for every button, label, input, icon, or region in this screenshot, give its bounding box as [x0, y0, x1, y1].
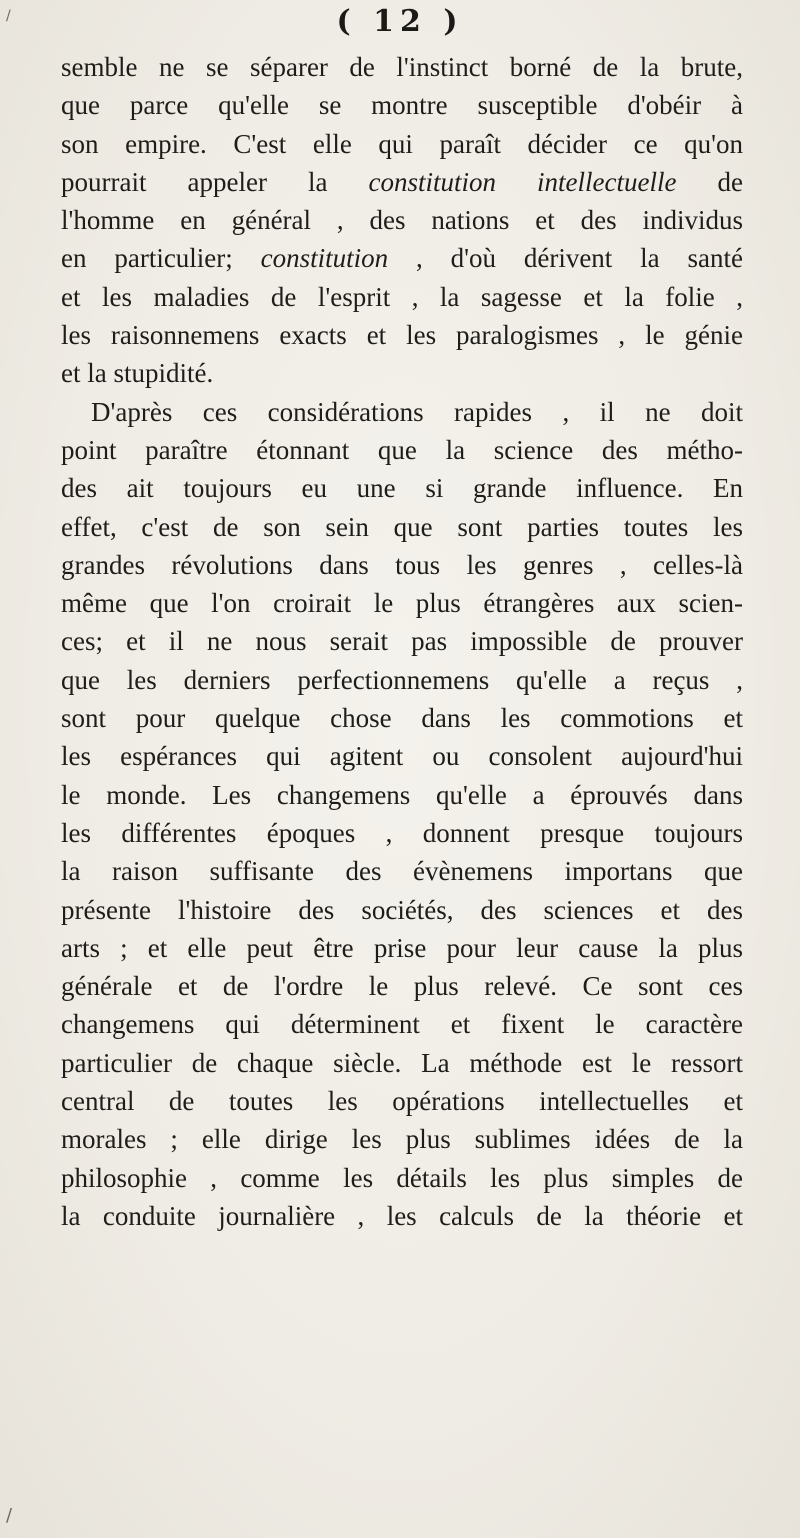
text-line: que les derniers perfectionnemens qu'elle a reçus ,	[61, 664, 743, 695]
text-line: même que l'on croirait le plus étrangères aux scien-	[61, 588, 743, 619]
text-line: la conduite journalière , les calculs de la théorie et	[61, 1200, 743, 1231]
text-line: l'homme en général , des nations et des individus	[61, 205, 743, 236]
text-line: effet, c'est de son sein que sont parties toutes les	[61, 511, 743, 542]
page-number: ( 12 )	[336, 4, 464, 39]
text-line: ces; et il ne nous serait pas impossible de prouver	[61, 626, 743, 657]
text-line: morales ; elle dirige les plus sublimes idées de la	[61, 1124, 743, 1155]
margin-mark-bottom-left: /	[6, 1505, 13, 1526]
text-line: que parce qu'elle se montre susceptible d'obéir à	[61, 90, 743, 121]
body-text	[61, 48, 743, 1235]
text-line: particulier de chaque siècle. La méthode est le ressort	[61, 1047, 743, 1078]
text-line: et les maladies de l'esprit , la sagesse et la folie ,	[61, 281, 743, 312]
italic-phrase: constitution	[260, 243, 389, 274]
text-line: générale et de l'ordre le plus relevé. Ce sont ces	[61, 971, 743, 1002]
text-line: philosophie , comme les détails les plus simples de	[61, 1162, 743, 1193]
text-line: et la stupidité.	[61, 358, 214, 389]
text-line: les différentes époques , donnent presque toujours	[61, 817, 743, 848]
text-line: son empire. C'est elle qui paraît décider ce qu'on	[61, 128, 743, 159]
italic-phrase: constitution intellectuelle	[368, 166, 677, 197]
text-line: D'après ces considérations rapides , il ne doit	[91, 396, 743, 427]
text-line: arts ; et elle peut être prise pour leur cause la plus	[61, 932, 743, 963]
text-line: grandes révolutions dans tous les genres , celles-là	[61, 549, 743, 580]
text-line: changemens qui déterminent et fixent le caractère	[61, 1009, 743, 1040]
text-line: présente l'histoire des sociétés, des sciences et des	[61, 894, 743, 925]
text-line: le monde. Les changemens qu'elle a éprouvés dans	[61, 779, 743, 810]
margin-mark-top-left: /	[6, 8, 11, 24]
text-line: sont pour quelque chose dans les commotions et	[61, 703, 743, 734]
text-line: pourrait appeler la constitution intellectuelle de	[61, 166, 744, 197]
text-line: les espérances qui agitent ou consolent aujourd'hui	[61, 741, 743, 772]
text-line: point paraître étonnant que la science des métho-	[61, 434, 743, 465]
text-line: en particulier; constitution , d'où dérivent la santé	[61, 243, 743, 274]
text-line: central de toutes les opérations intellectuelles et	[61, 1086, 743, 1117]
text-line: les raisonnemens exacts et les paralogismes , le génie	[61, 320, 743, 351]
text-line: la raison suffisante des évènemens importans que	[61, 856, 743, 887]
text-line: semble ne se séparer de l'instinct borné de la brute,	[61, 52, 743, 82]
text-line: des ait toujours eu une si grande influence. En	[61, 473, 743, 504]
